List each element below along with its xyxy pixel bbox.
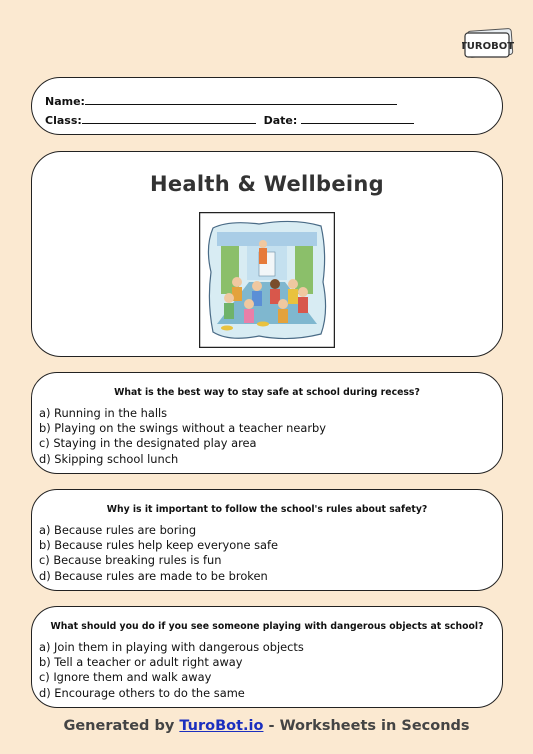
turobot-link[interactable]: TuroBot.io [179, 718, 264, 734]
question-3-option-c[interactable]: c) Ignore them and walk away [39, 670, 212, 684]
question-3-text: What should you do if you see someone playing with dangerous objects at school? [50, 621, 484, 632]
question-2-option-b[interactable]: b) Because rules help keep everyone safe [39, 538, 279, 552]
question-card-3 [31, 606, 503, 708]
footer [0, 718, 533, 734]
question-3-option-a[interactable]: a) Join them in playing with dangerous objects [39, 640, 304, 654]
question-2-text: Why is it important to follow the school's rules about safety? [106, 504, 428, 515]
class-field[interactable] [82, 113, 256, 124]
student-info-card [31, 77, 503, 135]
question-3-option-b[interactable]: b) Tell a teacher or adult right away [39, 655, 243, 669]
footer-suffix: - Worksheets in Seconds [263, 718, 470, 734]
date-field[interactable] [301, 113, 414, 124]
school-hallway-illustration [199, 212, 335, 348]
question-3-option-d[interactable]: d) Encourage others to do the same [39, 686, 245, 700]
footer-prefix: Generated by [63, 718, 180, 734]
class-date-row [45, 113, 414, 127]
question-1-option-c[interactable]: c) Staying in the designated play area [39, 436, 257, 450]
question-2-option-a[interactable]: a) Because rules are boring [39, 523, 197, 537]
question-1-option-a[interactable]: a) Running in the halls [39, 406, 168, 420]
question-1-option-d[interactable]: d) Skipping school lunch [39, 452, 179, 466]
question-card-2 [31, 489, 503, 591]
logo-text: TUROBOT [462, 41, 515, 52]
class-label: Class: [45, 114, 82, 127]
name-label: Name: [45, 95, 85, 108]
question-2-option-d[interactable]: d) Because rules are made to be broken [39, 569, 268, 583]
title-card [31, 151, 503, 357]
question-card-1 [31, 372, 503, 474]
question-1-text: What is the best way to stay safe at school during recess? [114, 387, 420, 398]
question-1-option-b[interactable]: b) Playing on the swings without a teacher nearby [39, 421, 326, 435]
turobot-logo [462, 26, 516, 60]
question-2-option-c[interactable]: c) Because breaking rules is fun [39, 553, 222, 567]
date-label: Date: [263, 114, 298, 127]
name-row [45, 94, 397, 108]
name-field[interactable] [85, 94, 397, 105]
page-title: Health & Wellbeing [149, 172, 385, 196]
